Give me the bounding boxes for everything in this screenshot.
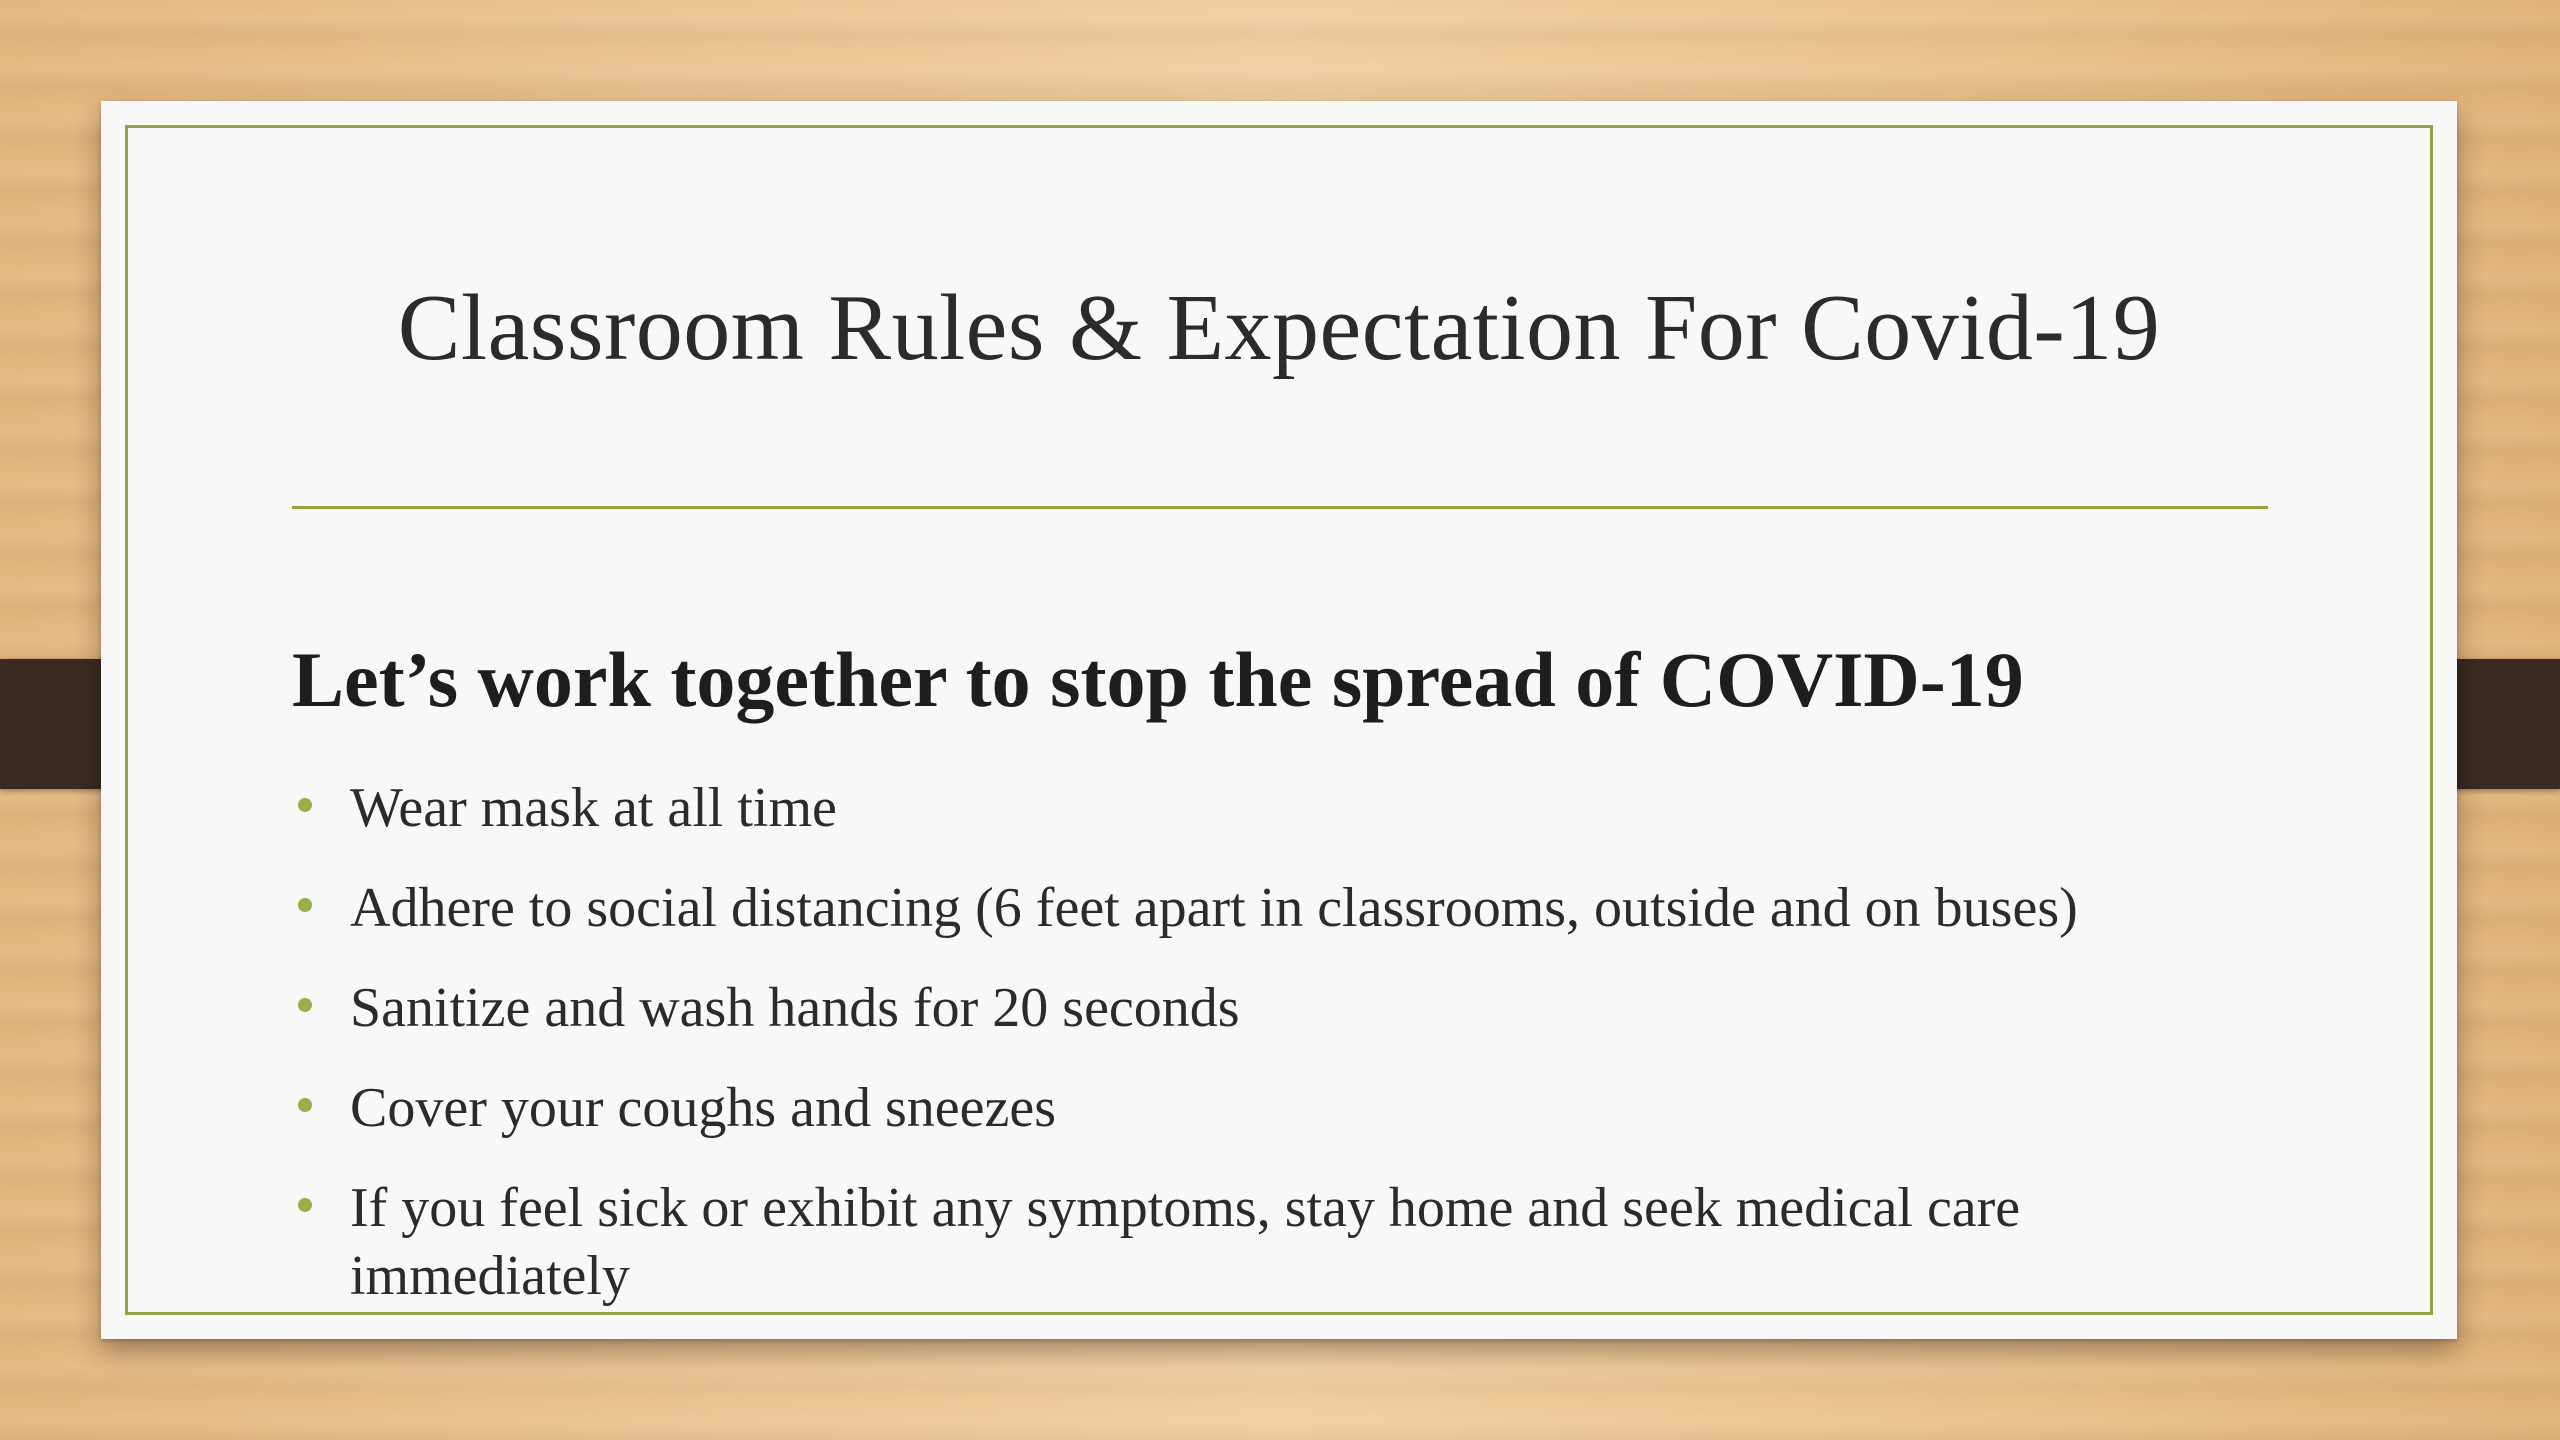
rule-text: If you feel sick or exhibit any symptoms, stay home and seek medical care immediately [350, 1177, 2021, 1307]
rule-text: Wear mask at all time [350, 777, 837, 839]
bullet-dot-icon [298, 1098, 312, 1112]
rule-item [292, 974, 2292, 1042]
title-divider [292, 506, 2268, 509]
bullet-dot-icon [298, 798, 312, 812]
rule-text: Adhere to social distancing (6 feet apart in classrooms, outside and on buses) [350, 877, 2078, 939]
rule-text: Cover your coughs and sneezes [350, 1077, 1057, 1139]
bullet-dot-icon [298, 898, 312, 912]
rule-item [292, 874, 2292, 942]
rule-item [292, 1074, 2292, 1142]
bullet-dot-icon [298, 998, 312, 1012]
rule-item [292, 1174, 2292, 1310]
slide-title: Classroom Rules & Expectation For Covid-19 [397, 276, 2161, 380]
rule-item [292, 774, 2292, 842]
rules-list [292, 774, 2292, 1342]
rule-text: Sanitize and wash hands for 20 seconds [350, 977, 1240, 1039]
bullet-dot-icon [298, 1198, 312, 1212]
slide-card [101, 101, 2457, 1339]
slide-subtitle: Let’s work together to stop the spread of COVID-19 [292, 636, 2024, 723]
